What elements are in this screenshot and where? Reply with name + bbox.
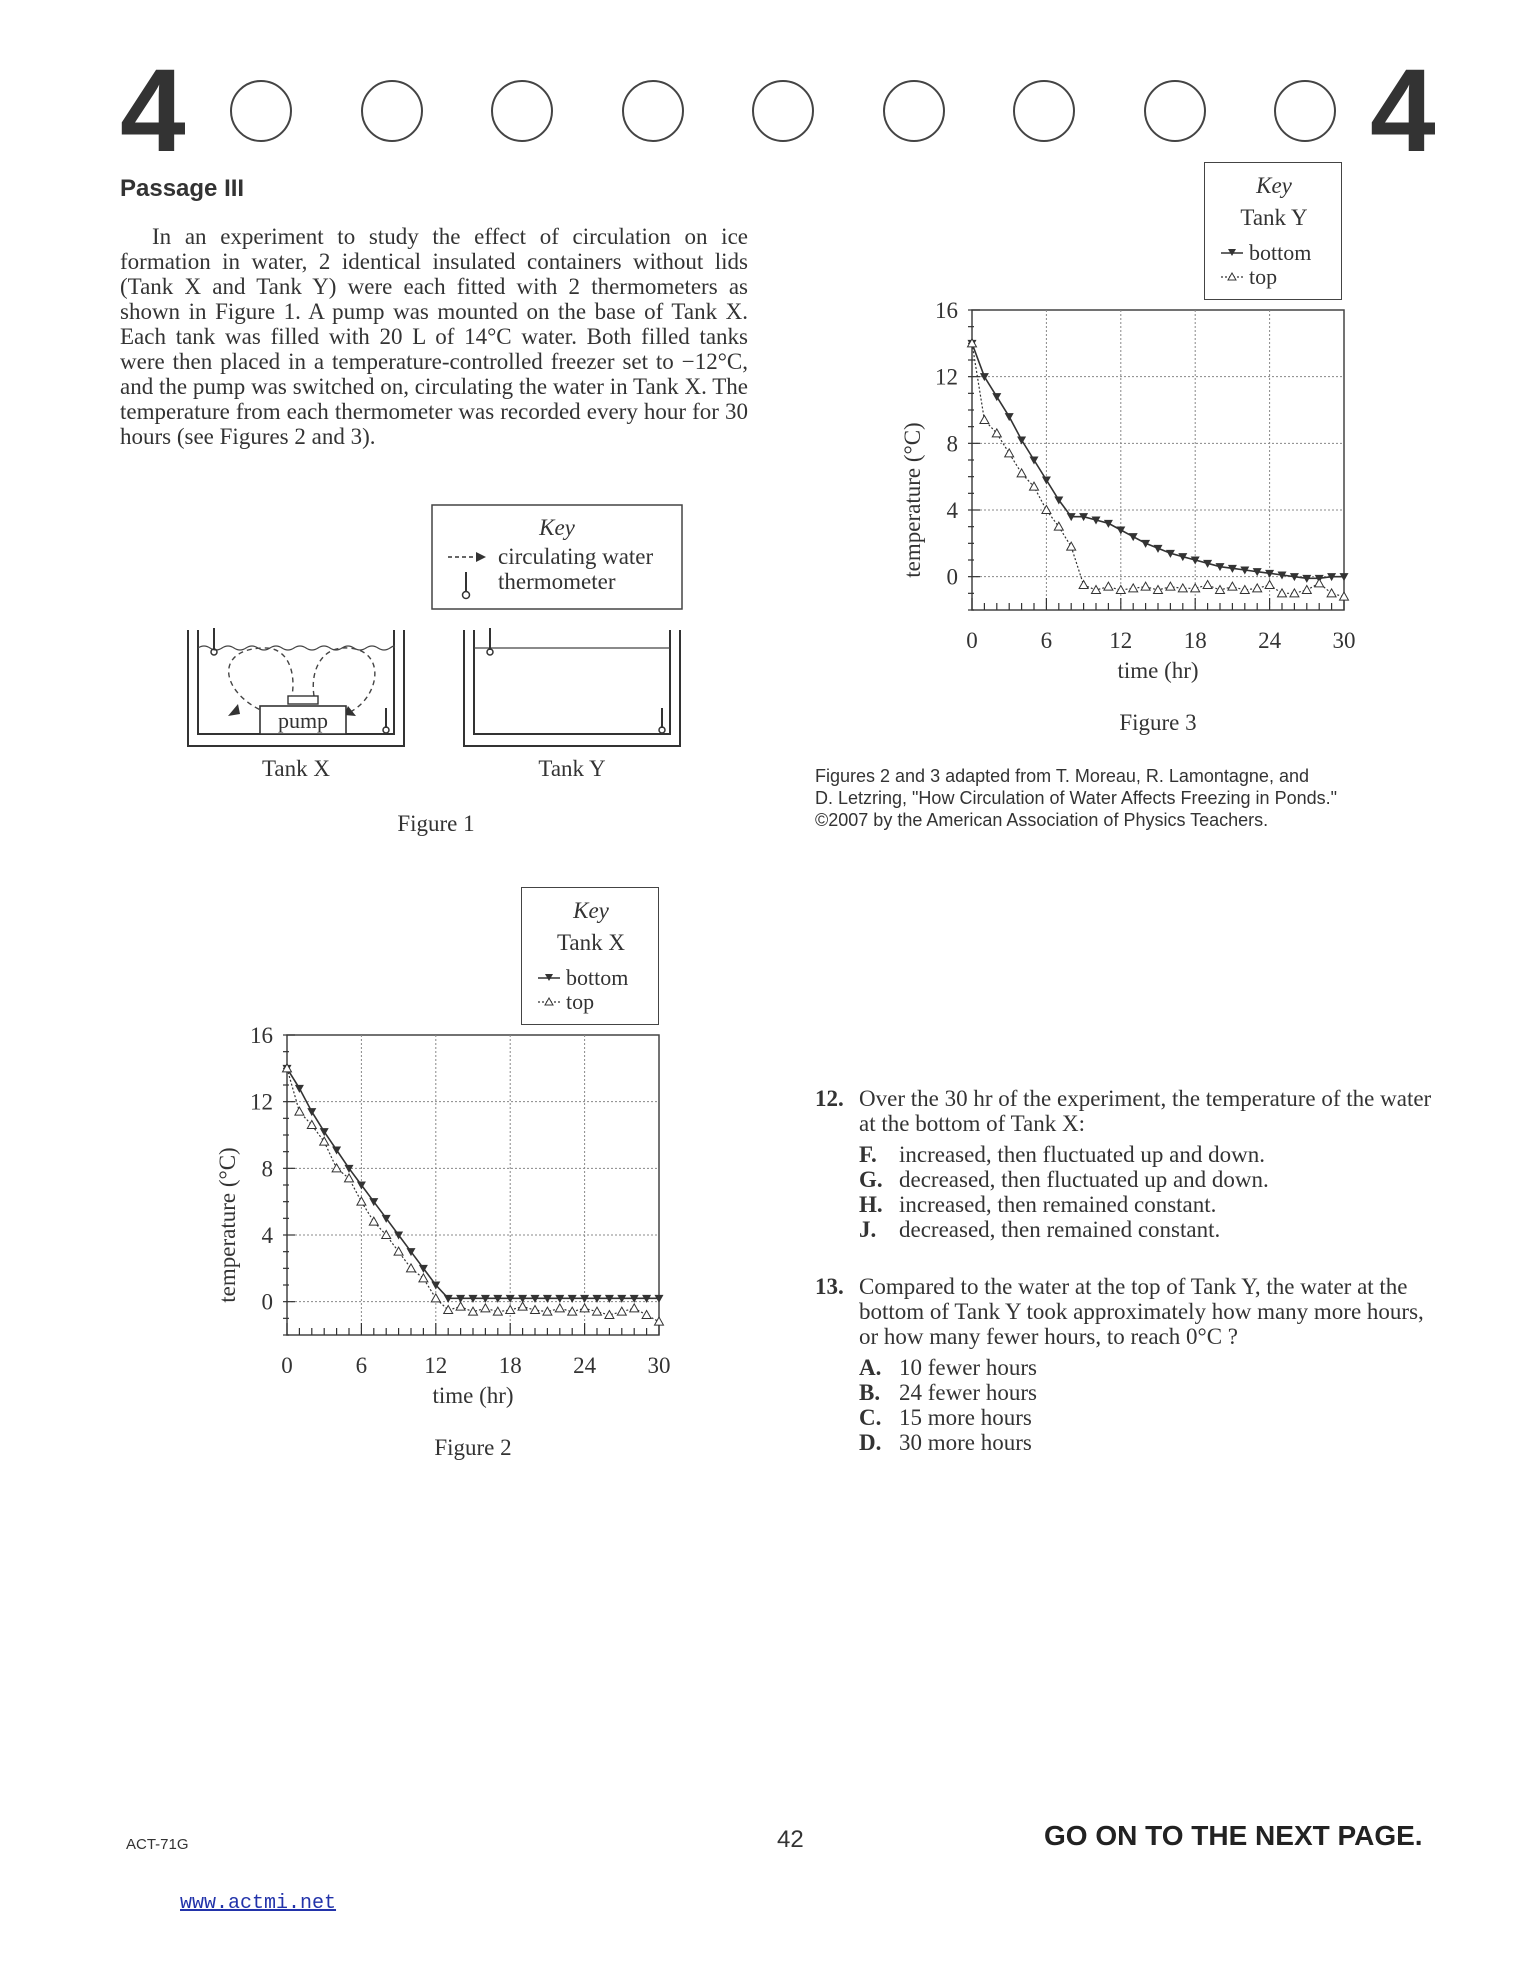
data-point-top bbox=[1228, 582, 1237, 590]
section-number-left: 4 bbox=[120, 45, 186, 177]
data-point-bottom bbox=[992, 393, 1001, 401]
figure2-chart bbox=[195, 1025, 675, 1465]
tank-x-label: Tank X bbox=[261, 756, 331, 781]
page-number: 42 bbox=[777, 1826, 804, 1853]
credit-line-3: ©2007 by the American Association of Physics Teachers. bbox=[815, 810, 1269, 830]
data-point-top bbox=[655, 1317, 664, 1325]
chart-plot-area bbox=[215, 1025, 671, 1408]
form-code: ACT-71G bbox=[126, 1836, 189, 1853]
question-13 bbox=[815, 1274, 1445, 1455]
y-tick-label: 8 bbox=[261, 1156, 273, 1182]
y-tick-label: 0 bbox=[946, 564, 958, 590]
data-point-top bbox=[617, 1307, 626, 1315]
x-tick-label: 24 bbox=[1258, 628, 1282, 653]
data-point-top bbox=[295, 1107, 304, 1115]
y-axis-label: temperature (°C) bbox=[900, 422, 925, 578]
data-point-top bbox=[1104, 582, 1113, 590]
figure3-key-tank: Tank Y bbox=[1240, 205, 1308, 230]
data-point-top bbox=[307, 1121, 316, 1129]
figure3-key-box bbox=[1204, 162, 1342, 300]
question-stem: Compared to the water at the top of Tank Y, the water at the bottom of Tank Y took approximately how many more hours, or how many fewer hours, to reach 0°C ? bbox=[859, 1274, 1424, 1349]
data-point-top bbox=[1141, 582, 1150, 590]
figure2-key-tank: Tank X bbox=[556, 930, 626, 955]
data-point-bottom bbox=[1030, 457, 1039, 465]
y-tick-label: 16 bbox=[250, 1025, 273, 1048]
data-point-top bbox=[555, 1304, 564, 1312]
data-point-bottom bbox=[307, 1108, 316, 1116]
series-line-bottom bbox=[287, 1068, 659, 1298]
data-point-top bbox=[1340, 592, 1349, 600]
data-point-top bbox=[506, 1306, 515, 1314]
tank-y bbox=[464, 628, 680, 746]
data-point-top bbox=[357, 1197, 366, 1205]
data-point-top bbox=[419, 1274, 428, 1282]
data-point-bottom bbox=[1129, 533, 1138, 541]
data-point-top bbox=[1265, 581, 1274, 589]
y-tick-label: 12 bbox=[250, 1089, 273, 1115]
figure2-caption: Figure 2 bbox=[434, 1435, 512, 1460]
credit-line-1: Figures 2 and 3 adapted from T. Moreau, R. Lamontagne, and bbox=[815, 766, 1309, 786]
figure1-key-thermometer: thermometer bbox=[498, 569, 616, 594]
passage-paragraph: In an experiment to study the effect of circulation on ice formation in water, 2 identical insulated containers without lids (Tank X and Tank Y) were each fitted with 2 thermometers as shown in Figure 1. A pump was mounted on the base of Tank X. Each tank was filled with 20 L of 14°C water. Both filled tanks were then placed in a temperature-controlled freezer set to −12°C, and the pump was switched on, circulating the water in Tank X. The temperature from each thermometer was recorded every hour for 30 hours (see Figures 2 and 3). bbox=[120, 224, 748, 449]
header-circle bbox=[883, 80, 945, 142]
data-point-top bbox=[444, 1306, 453, 1314]
x-tick-label: 6 bbox=[355, 1353, 368, 1378]
figure-credit bbox=[815, 765, 1455, 831]
chart-frame bbox=[972, 310, 1344, 610]
x-axis-label: time (hr) bbox=[1117, 658, 1199, 683]
y-tick-label: 12 bbox=[935, 364, 958, 390]
x-tick-label: 12 bbox=[424, 1353, 448, 1378]
credit-line-2: D. Letzring, "How Circulation of Water Affects Freezing in Ponds." bbox=[815, 788, 1337, 808]
tank-x bbox=[188, 628, 404, 746]
header-circle bbox=[1144, 80, 1206, 142]
data-point-top bbox=[1017, 469, 1026, 477]
series-line-top bbox=[972, 343, 1344, 596]
figure3-key-top: top bbox=[1249, 264, 1278, 289]
data-point-top bbox=[320, 1137, 329, 1145]
arrow-icon bbox=[476, 552, 486, 562]
figure3-key-bottom: bottom bbox=[1249, 240, 1312, 265]
answer-option-g[interactable]: G. decreased, then fluctuated up and down. bbox=[859, 1167, 1269, 1192]
data-point-top bbox=[1166, 582, 1175, 590]
data-point-bottom bbox=[295, 1085, 304, 1093]
figure1-diagram bbox=[180, 500, 700, 840]
header-circle bbox=[622, 80, 684, 142]
data-point-bottom bbox=[1104, 520, 1113, 528]
figure3-chart bbox=[880, 300, 1360, 740]
data-point-top bbox=[1054, 522, 1063, 530]
question-stem: Over the 30 hr of the experiment, the temperature of the water at the bottom of Tank X: bbox=[859, 1086, 1432, 1136]
y-tick-label: 8 bbox=[946, 431, 958, 457]
data-point-top bbox=[1302, 586, 1311, 594]
header-circle bbox=[1013, 80, 1075, 142]
data-point-top bbox=[456, 1302, 465, 1310]
data-point-top bbox=[630, 1304, 639, 1312]
figure3-caption: Figure 3 bbox=[1119, 710, 1197, 735]
x-axis-label: time (hr) bbox=[432, 1383, 514, 1408]
answer-option-f[interactable]: F. increased, then fluctuated up and down. bbox=[859, 1142, 1265, 1167]
answer-option-c[interactable]: C. 15 more hours bbox=[859, 1405, 1032, 1430]
y-axis-label: temperature (°C) bbox=[215, 1147, 240, 1303]
x-tick-label: 6 bbox=[1040, 628, 1053, 653]
figure1-key-circulating: circulating water bbox=[498, 544, 654, 569]
y-tick-label: 0 bbox=[261, 1289, 273, 1315]
data-point-top bbox=[518, 1302, 527, 1310]
data-point-top bbox=[1005, 449, 1014, 457]
series-line-bottom bbox=[972, 343, 1344, 578]
x-tick-label: 18 bbox=[498, 1353, 522, 1378]
figure2-legend bbox=[522, 888, 660, 1026]
x-tick-label: 30 bbox=[1332, 628, 1356, 653]
question-number: 12. bbox=[815, 1086, 844, 1111]
data-point-top bbox=[1129, 584, 1138, 592]
data-point-top bbox=[593, 1307, 602, 1315]
chart-frame bbox=[287, 1035, 659, 1335]
x-tick-label: 30 bbox=[647, 1353, 671, 1378]
series-line-top bbox=[287, 1068, 659, 1321]
answer-option-h[interactable]: H. increased, then remained constant. bbox=[859, 1192, 1217, 1217]
data-point-top bbox=[980, 416, 989, 424]
header-circle bbox=[361, 80, 423, 142]
answer-option-j[interactable]: J. decreased, then remained constant. bbox=[859, 1217, 1221, 1242]
data-point-top bbox=[992, 429, 1001, 437]
tank-y-label: Tank Y bbox=[538, 756, 606, 781]
data-point-bottom bbox=[1005, 413, 1014, 421]
y-tick-label: 16 bbox=[935, 300, 958, 323]
x-tick-label: 12 bbox=[1109, 628, 1133, 653]
y-tick-label: 4 bbox=[946, 498, 958, 523]
header-circle bbox=[491, 80, 553, 142]
data-point-top bbox=[1278, 589, 1287, 597]
figure3-legend bbox=[1205, 163, 1343, 301]
go-on-next-page: GO ON TO THE NEXT PAGE. bbox=[1044, 1820, 1423, 1851]
figure3-key-title: Key bbox=[1256, 173, 1292, 198]
figure2-key-bottom: bottom bbox=[566, 965, 629, 990]
data-point-bottom bbox=[1042, 477, 1051, 485]
x-tick-label: 24 bbox=[573, 1353, 597, 1378]
question-12 bbox=[815, 1086, 1445, 1242]
data-point-top bbox=[531, 1306, 540, 1314]
figure1-key-title: Key bbox=[539, 515, 575, 540]
header-circle bbox=[230, 80, 292, 142]
figure2-key-title: Key bbox=[573, 898, 609, 923]
header-circle bbox=[752, 80, 814, 142]
figure2-key-box bbox=[521, 887, 659, 1025]
passage-title: Passage III bbox=[120, 175, 245, 202]
data-point-top bbox=[1203, 581, 1212, 589]
answer-option-a[interactable]: A. 10 fewer hours bbox=[859, 1355, 1037, 1380]
data-point-top bbox=[431, 1294, 440, 1302]
data-point-top bbox=[481, 1304, 490, 1312]
figure1-caption: Figure 1 bbox=[397, 811, 475, 836]
answer-option-b[interactable]: B. 24 fewer hours bbox=[859, 1380, 1037, 1405]
data-point-top bbox=[642, 1311, 651, 1319]
question-number: 13. bbox=[815, 1274, 844, 1299]
section-number-right: 4 bbox=[1370, 45, 1436, 177]
data-point-top bbox=[1079, 581, 1088, 589]
x-tick-label: 18 bbox=[1183, 628, 1207, 653]
y-tick-label: 4 bbox=[261, 1223, 273, 1248]
source-url-link[interactable]: www.actmi.net bbox=[180, 1892, 337, 1915]
header-circle bbox=[1274, 80, 1336, 142]
x-tick-label: 0 bbox=[966, 628, 978, 653]
data-point-top bbox=[407, 1264, 416, 1272]
figure2-key-top: top bbox=[566, 989, 595, 1014]
data-point-top bbox=[1315, 579, 1324, 587]
data-point-top bbox=[1253, 584, 1262, 592]
answer-option-d[interactable]: D. 30 more hours bbox=[859, 1430, 1032, 1455]
data-point-top bbox=[580, 1304, 589, 1312]
data-point-top bbox=[369, 1217, 378, 1225]
pump-label: pump bbox=[277, 708, 329, 733]
data-point-top bbox=[1067, 542, 1076, 550]
data-point-bottom bbox=[1116, 527, 1125, 535]
passage-text bbox=[120, 224, 748, 449]
chart-plot-area bbox=[900, 300, 1356, 683]
x-tick-label: 0 bbox=[281, 1353, 293, 1378]
